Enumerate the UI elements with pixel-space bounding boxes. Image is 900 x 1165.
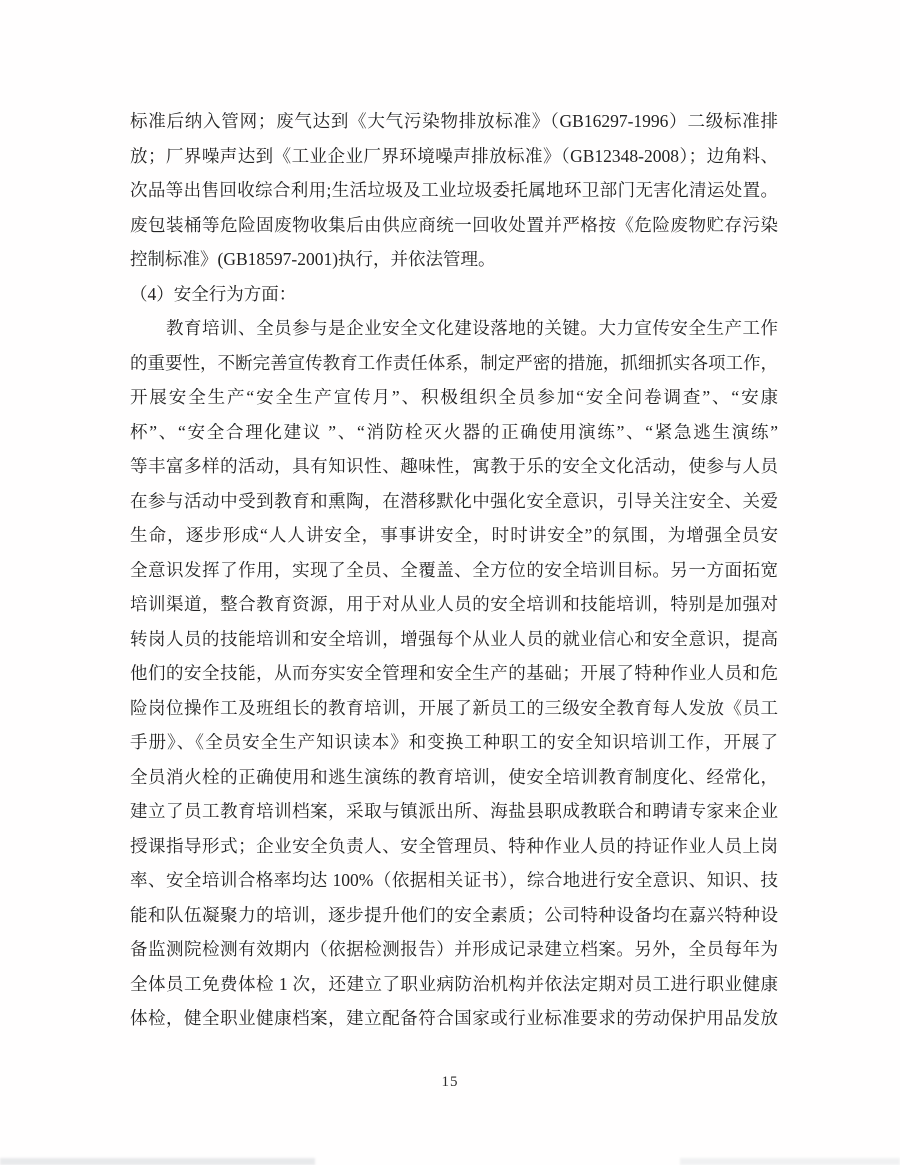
scan-artifact-bottom-right xyxy=(680,1158,900,1165)
text-line: 建立了员工教育培训档案，采取与镇派出所、海盐县职成教联合和聘请专家来企业 xyxy=(130,801,778,821)
page-number: 15 xyxy=(441,1074,459,1090)
text-line: 放；厂界噪声达到《工业企业厂界环境噪声排放标准》（GB12348-2008）；边角料、 xyxy=(130,145,778,166)
text-block xyxy=(130,104,778,1036)
text-line: 授课指导形式；企业安全负责人、安全管理员、特种作业人员的持证作业人员上岗 xyxy=(130,835,778,856)
text-line: 等丰富多样的活动，具有知识性、趣味性，寓教于乐的安全文化活动，使参与人员 xyxy=(130,456,778,476)
text-line: 险岗位操作工及班组长的教育培训，开展了新员工的三级安全教育每人发放《员工 xyxy=(130,697,778,718)
text-line: 杯”、“安全合理化建议 ”、“消防栓灭火器的正确使用演练”、“紧急逃生演练” xyxy=(130,421,778,442)
text-line: 控制标准》(GB18597-2001)执行，并依法管理。 xyxy=(130,249,496,269)
text-line: 备监测院检测有效期内（依据检测报告）并形成记录建立档案。另外，全员每年为 xyxy=(130,939,778,959)
text-line: 他们的安全技能，从而夯实安全管理和安全生产的基础；开展了特种作业人员和危 xyxy=(130,663,778,683)
text-line: 全员消火栓的正确使用和逃生演练的教育培训，使安全培训教育制度化、经常化， xyxy=(130,766,778,787)
text-line: 生命，逐步形成“人人讲安全，事事讲安全，时时讲安全”的氛围，为增强全员安 xyxy=(130,525,778,545)
text-line: 手册》、《全员安全生产知识读本》和变换工种职工的安全知识培训工作，开展了 xyxy=(130,732,778,752)
text-line: 体检，健全职业健康档案，建立配备符合国家或行业标准要求的劳动保护用品发放 xyxy=(130,1008,778,1028)
text-line: 培训渠道，整合教育资源，用于对从业人员的安全培训和技能培训，特别是加强对 xyxy=(130,594,778,614)
text-line: 次品等出售回收综合利用;生活垃圾及工业垃圾委托属地环卫部门无害化清运处置。 xyxy=(130,180,778,200)
text-line: 教育培训、全员参与是企业安全文化建设落地的关键。大力宣传安全生产工作 xyxy=(166,318,778,338)
text-line: 转岗人员的技能培训和安全培训，增强每个从业人员的就业信心和安全意识，提高 xyxy=(130,628,778,649)
scan-artifact-bottom-left xyxy=(0,1158,315,1165)
text-line: 标准后纳入管网；废气达到《大气污染物排放标准》（GB16297-1996）二级标准排 xyxy=(130,111,778,131)
text-line: 全体员工免费体检 1 次，还建立了职业病防治机构并依法定期对员工进行职业健康 xyxy=(130,973,778,994)
text-line: 全意识发挥了作用，实现了全员、全覆盖、全方位的安全培训目标。另一方面拓宽 xyxy=(130,559,778,580)
text-line: 在参与活动中受到教育和熏陶，在潜移默化中强化安全意识，引导关注安全、关爱 xyxy=(130,490,778,511)
text-line: 开展安全生产“安全生产宣传月”、积极组织全员参加“安全问卷调查”、“安康 xyxy=(130,387,778,407)
text-line: 率、安全培训合格率均达 100%（依据相关证书），综合地进行安全意识、知识、技 xyxy=(130,870,778,890)
text-line: 废包装桶等危险固废物收集后由供应商统一回收处置并严格按《危险废物贮存污染 xyxy=(130,214,778,235)
text-line: 的重要性，不断完善宣传教育工作责任体系，制定严密的措施，抓细抓实各项工作， xyxy=(130,352,778,373)
text-line: （4）安全行为方面： xyxy=(130,283,297,304)
text-line: 能和队伍凝聚力的培训，逐步提升他们的安全素质；公司特种设备均在嘉兴特种设 xyxy=(130,904,778,925)
